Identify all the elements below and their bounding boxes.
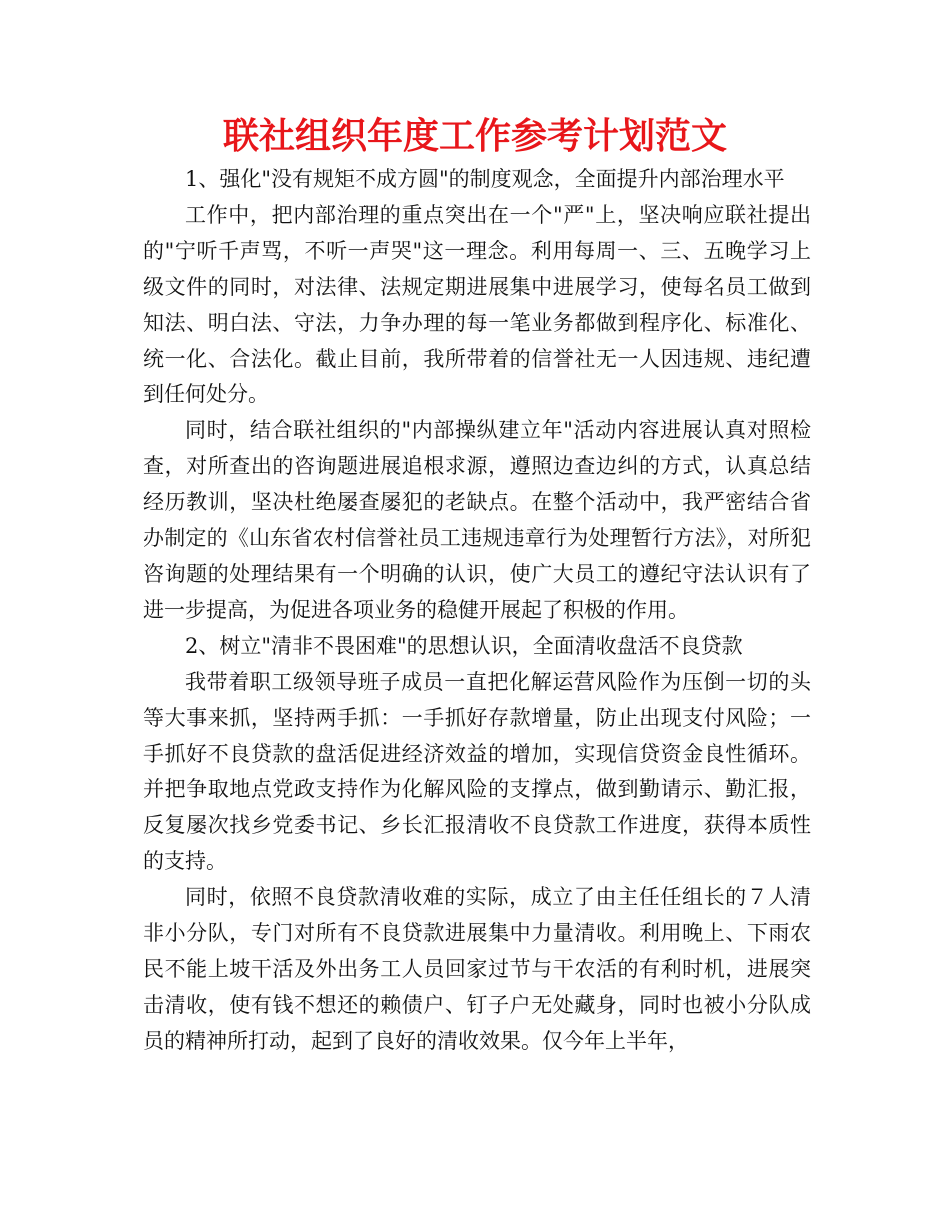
section-heading-2: 2、树立"清非不畏困难"的思想认识，全面清收盘活不良贷款 (185, 633, 743, 658)
document-body (143, 162, 811, 1060)
paragraph: 工作中，把内部治理的重点突出在一个"严"上，坚决响应联社提出的"宁听千声骂，不听一声哭"这一理念。利用每周一、三、五晚学习上级文件的同时，对法律、法规定期进展集中进展学习，使每名员工做到知法、明白法、守法，力争办理的每一笔业务都做到程序化、标准化、统一化、合法化。截止目前，我所带着的信誉社无一人因违规、违纪遭到任何处分。 (143, 202, 811, 407)
document-title: 联社组织年度工作参考计划范文 (222, 116, 727, 157)
paragraph: 同时，依照不良贷款清收难的实际，成立了由主任任组长的７人清非小分队，专门对所有不良贷款进展集中力量清收。利用晚上、下雨农民不能上坡干活及外出务工人员回家过节与干农活的有利时机，进展突击清收，使有钱不想还的赖债户、钉子户无处藏身，同时也被小分队成员的精神所打动，起到了良好的清收效果。仅今年上半年， (143, 885, 811, 1053)
section-heading-1: 1、强化"没有规矩不成方圆"的制度观念，全面提升内部治理水平 (185, 167, 785, 191)
paragraph: 我带着职工级领导班子成员一直把化解运营风险作为压倒一切的头等大事来抓，坚持两手抓：一手抓好存款增量，防止出现支付风险；一手抓好不良贷款的盘活促进经济效益的增加，实现信贷资金良性循环。并把争取地点党政支持作为化解风险的支撑点，做到勤请示、勤汇报，反复屡次找乡党委书记、乡长汇报清收不良贷款工作进度，获得本质性的支持。 (143, 669, 811, 874)
paragraph: 同时，结合联社组织的"内部操纵建立年"活动内容进展认真对照检查，对所查出的咨询题进展追根求源，遵照边查边纠的方式，认真总结经历教训，坚决杜绝屡查屡犯的老缺点。在整个活动中，我严密结合省办制定的《山东省农村信誉社员工违规违章行为处理暂行方法》，对所犯咨询题的处理结果有一个明确的认识，使广大员工的遵纪守法认识有了进一步提高，为促进各项业务的稳健开展起了积极的作用。 (143, 418, 811, 622)
